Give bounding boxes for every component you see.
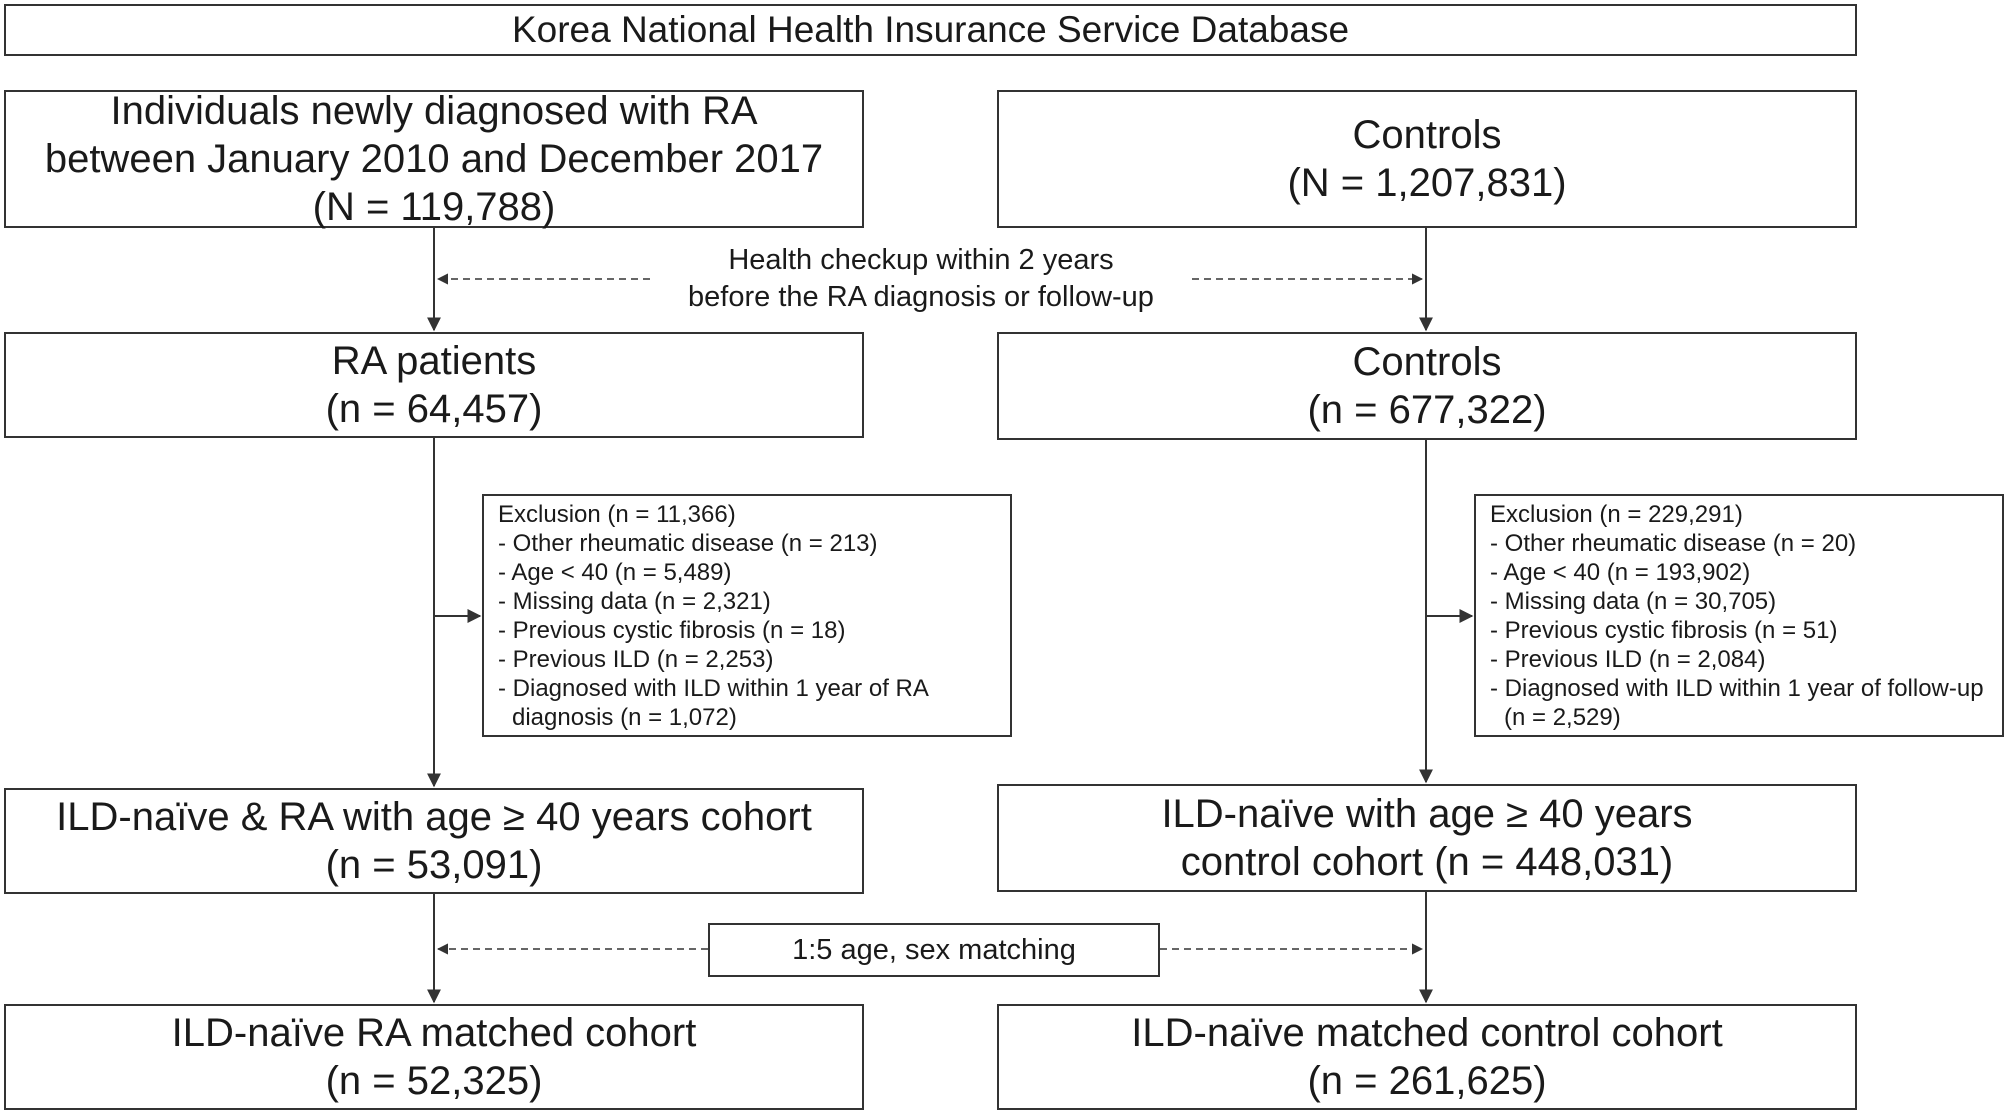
controls-exclusion-item: - Age < 40 (n = 193,902) <box>1490 559 1751 586</box>
controls-exclusion-item: - Diagnosed with ILD within 1 year of follow-up <box>1490 675 1984 702</box>
ra-exclusion-item: - Previous ILD (n = 2,253) <box>498 646 774 673</box>
matching-box <box>708 923 1160 977</box>
ra-newly-diagnosed-box <box>4 90 864 228</box>
ra-newly-diagnosed-line-2: between January 2010 and December 2017 <box>44 137 824 181</box>
ra-exclusion-continuation: diagnosis (n = 1,072) <box>512 704 737 731</box>
database-title-box <box>4 4 1857 56</box>
health-checkup-line-2: before the RA diagnosis or follow-up <box>688 281 1154 313</box>
database-title: Korea National Health Insurance Service Database <box>511 9 1350 50</box>
controls-exclusion-header: Exclusion (n = 229,291) <box>1490 501 1743 528</box>
controls-checkup-label: Controls <box>1352 340 1502 384</box>
controls-matched-cohort-label: ILD-naïve matched control cohort <box>1131 1011 1723 1055</box>
ra-newly-diagnosed-count: (N = 119,788) <box>312 185 556 229</box>
controls-ild-naive-cohort-box <box>997 784 1857 892</box>
ra-exclusion-item: - Other rheumatic disease (n = 213) <box>498 530 878 557</box>
controls-exclusion-item: - Previous cystic fibrosis (n = 51) <box>1490 617 1838 644</box>
ra-ild-naive-cohort-count: (n = 53,091) <box>325 843 543 887</box>
controls-ild-naive-cohort-label: ILD-naïve with age ≥ 40 years <box>1161 792 1693 836</box>
controls-exclusion-item: - Other rheumatic disease (n = 20) <box>1490 530 1857 557</box>
controls-initial-count: (N = 1,207,831) <box>1287 161 1567 205</box>
ra-patients-box <box>4 332 864 438</box>
ra-exclusion-header: Exclusion (n = 11,366) <box>498 501 736 528</box>
ra-patients-count: (n = 64,457) <box>325 387 543 431</box>
controls-initial-label: Controls <box>1352 113 1502 157</box>
controls-checkup-count: (n = 677,322) <box>1307 388 1547 432</box>
controls-checkup-box <box>997 332 1857 440</box>
ra-matched-cohort-label: ILD-naïve RA matched cohort <box>171 1011 697 1055</box>
ra-exclusion-item: - Age < 40 (n = 5,489) <box>498 559 732 586</box>
controls-exclusion-box <box>1474 494 2004 737</box>
controls-initial-box <box>997 90 1857 228</box>
matching-label: 1:5 age, sex matching <box>792 933 1076 966</box>
controls-matched-cohort-box <box>997 1004 1857 1110</box>
ra-newly-diagnosed-line-1: Individuals newly diagnosed with RA <box>110 89 758 133</box>
health-checkup-label <box>655 242 1187 316</box>
ra-ild-naive-cohort-box <box>4 788 864 894</box>
controls-exclusion-item: - Previous ILD (n = 2,084) <box>1490 646 1766 673</box>
controls-exclusion-continuation: (n = 2,529) <box>1504 704 1621 731</box>
controls-ild-naive-cohort-count: control cohort (n = 448,031) <box>1180 840 1674 884</box>
health-checkup-line-1: Health checkup within 2 years <box>728 244 1114 276</box>
ra-patients-label: RA patients <box>331 339 537 383</box>
ra-matched-cohort-count: (n = 52,325) <box>325 1059 543 1103</box>
ra-matched-cohort-box <box>4 1004 864 1110</box>
controls-exclusion-item: - Missing data (n = 30,705) <box>1490 588 1777 615</box>
ra-exclusion-item: - Missing data (n = 2,321) <box>498 588 771 615</box>
ra-exclusion-item: - Previous cystic fibrosis (n = 18) <box>498 617 846 644</box>
ra-exclusion-box <box>482 494 1012 737</box>
ra-exclusion-item: - Diagnosed with ILD within 1 year of RA <box>498 675 929 702</box>
ra-ild-naive-cohort-label: ILD-naïve & RA with age ≥ 40 years cohort <box>56 795 812 839</box>
controls-matched-cohort-count: (n = 261,625) <box>1307 1059 1547 1103</box>
